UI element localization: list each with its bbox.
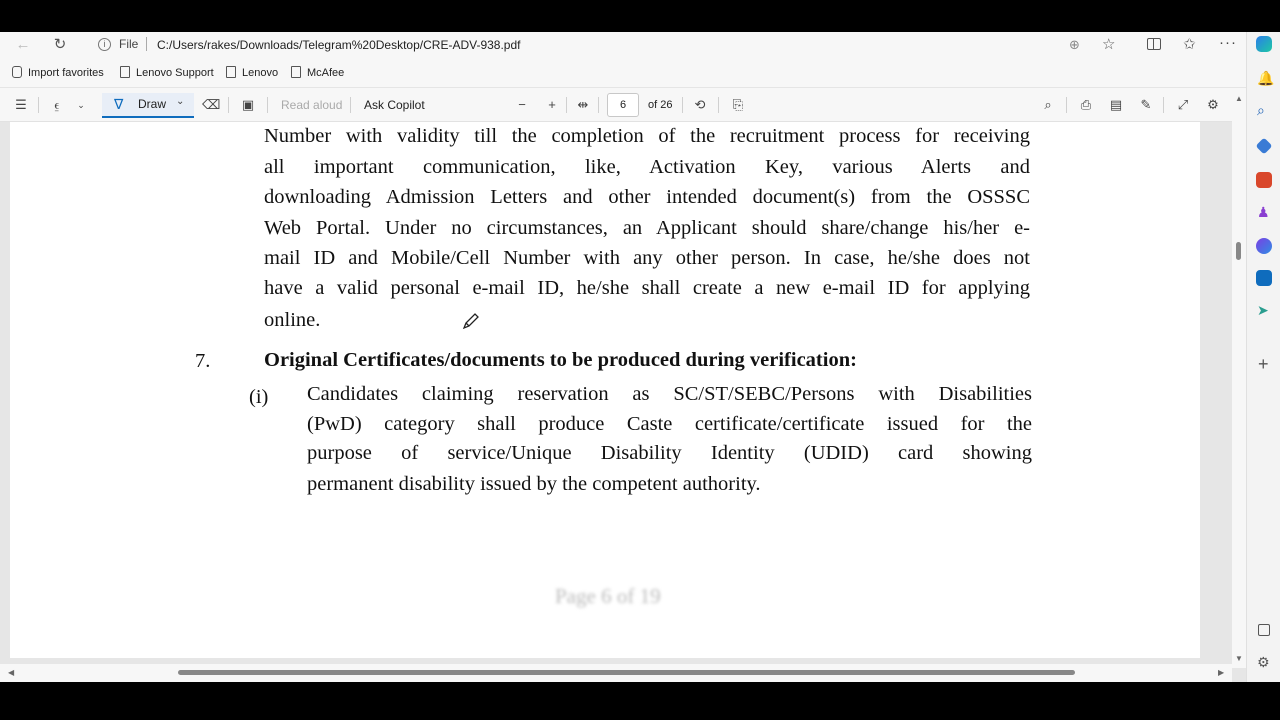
section-heading: Original Certificates/documents to be produced during verification: xyxy=(264,349,857,371)
divider xyxy=(1163,97,1164,113)
paragraph-line: have a valid personal e-mail ID, he/she shall create a new e-mail ID for applying xyxy=(264,277,1030,299)
tools-icon[interactable] xyxy=(1256,172,1272,188)
more-options-icon[interactable]: ··· xyxy=(1219,34,1237,51)
draw-button[interactable] xyxy=(102,93,194,118)
page-count-label: of 26 xyxy=(648,99,673,111)
divider xyxy=(566,97,567,113)
scroll-right-icon[interactable]: ▶ xyxy=(1218,668,1225,677)
paragraph-line: all important communication, like, Activation Key, various Alerts and xyxy=(264,156,1030,178)
text-box-icon[interactable]: ▣ xyxy=(241,97,255,112)
divider xyxy=(228,97,229,113)
save-as-icon[interactable]: ✎ xyxy=(1140,97,1152,112)
back-icon[interactable]: ← xyxy=(15,36,31,53)
sidebar-toggle-icon[interactable] xyxy=(1258,624,1270,636)
import-icon xyxy=(12,66,22,78)
divider xyxy=(1066,97,1067,113)
fav-label: McAfee xyxy=(307,67,345,79)
scroll-left-icon[interactable]: ◀ xyxy=(8,668,15,677)
settings-gear-icon[interactable]: ⚙ xyxy=(1207,97,1219,112)
horizontal-scroll-thumb[interactable] xyxy=(178,670,1075,675)
vertical-scroll-thumb[interactable] xyxy=(1236,242,1241,260)
protocol-label: File xyxy=(119,37,139,51)
divider xyxy=(146,37,147,51)
refresh-icon[interactable]: ↻ xyxy=(53,36,67,53)
split-screen-icon[interactable] xyxy=(1147,38,1161,50)
page-view-icon[interactable]: ⎘ xyxy=(732,97,744,112)
page-footer: Page 6 of 19 xyxy=(555,584,661,608)
divider xyxy=(598,97,599,113)
edge-sidebar xyxy=(1246,32,1280,682)
scroll-down-icon[interactable]: ▼ xyxy=(1235,654,1243,663)
chevron-down-icon: ⌄ xyxy=(176,96,185,107)
copilot-icon[interactable] xyxy=(1256,36,1272,52)
favorites-icon[interactable]: ✩ xyxy=(1183,36,1196,53)
list-item-label: (i) xyxy=(249,386,269,408)
page-icon xyxy=(291,66,301,78)
send-icon[interactable]: ➤ xyxy=(1257,302,1269,318)
list-item-line: purpose of service/Unique Disability Identity (UDID) card showing xyxy=(307,442,1032,464)
fav-label: Lenovo xyxy=(242,67,279,79)
highlight-icon[interactable]: ⍷ xyxy=(53,97,61,112)
url-text[interactable]: C:/Users/rakes/Downloads/Telegram%20Desktop/CRE-ADV-938.pdf xyxy=(157,38,521,52)
contents-icon[interactable]: ☰ xyxy=(15,97,27,112)
search-icon[interactable]: ⌕ xyxy=(1257,102,1265,118)
read-aloud-button[interactable]: Read aloud xyxy=(281,98,343,112)
document-viewport[interactable] xyxy=(0,122,1246,682)
save-icon[interactable]: ▤ xyxy=(1109,97,1123,112)
scroll-up-icon[interactable]: ▲ xyxy=(1235,94,1243,103)
fit-width-icon[interactable]: ⇹ xyxy=(577,97,589,112)
bell-icon[interactable]: 🔔 xyxy=(1257,70,1275,86)
page-icon xyxy=(226,66,236,78)
ask-copilot-button[interactable]: Ask Copilot xyxy=(364,98,425,112)
divider xyxy=(350,97,351,113)
favorite-star-icon[interactable]: ☆ xyxy=(1102,36,1116,53)
outlook-icon[interactable] xyxy=(1256,270,1272,286)
zoom-out-icon[interactable]: − xyxy=(518,97,526,112)
microsoft-365-icon[interactable] xyxy=(1256,238,1272,254)
fullscreen-icon[interactable]: ⤢ xyxy=(1177,97,1189,112)
fav-label: Import favorites xyxy=(28,67,104,79)
fav-lenovo[interactable] xyxy=(226,65,278,81)
paragraph-line: mail ID and Mobile/Cell Number with any other person. In case, he/she does not xyxy=(264,247,1030,269)
zoom-in-icon[interactable]: + xyxy=(548,97,556,112)
fav-label: Lenovo Support xyxy=(136,67,214,79)
add-icon[interactable]: + xyxy=(1258,354,1269,374)
pdf-page xyxy=(10,122,1200,658)
paragraph-line: Number with validity till the completion of the recruitment process for receiving xyxy=(264,125,1030,147)
vertical-scrollbar[interactable] xyxy=(1232,92,1246,668)
fav-mcafee[interactable] xyxy=(291,65,344,81)
games-icon[interactable]: ♟ xyxy=(1257,204,1270,220)
page-number-input[interactable]: 6 xyxy=(607,93,639,117)
divider xyxy=(682,97,683,113)
import-favorites-link[interactable] xyxy=(12,65,104,81)
rotate-icon[interactable]: ⟲ xyxy=(694,97,706,112)
pdf-toolbar xyxy=(0,88,1246,122)
draw-icon: ∇ xyxy=(114,96,124,112)
list-item-line: Candidates claiming reservation as SC/ST/SEBC/Persons with Disabilities xyxy=(307,383,1032,405)
divider xyxy=(38,97,39,113)
search-icon[interactable]: ⌕ xyxy=(1044,97,1052,112)
divider xyxy=(718,97,719,113)
horizontal-scrollbar[interactable] xyxy=(0,664,1232,682)
list-item-line: permanent disability issued by the competent authority. xyxy=(307,473,761,495)
shopping-tag-icon[interactable] xyxy=(1256,138,1273,155)
settings-gear-icon[interactable]: ⚙ xyxy=(1257,654,1270,670)
info-icon[interactable]: i xyxy=(98,38,111,51)
address-bar xyxy=(0,32,1246,58)
fav-lenovo-support[interactable] xyxy=(120,65,214,81)
highlight-chevron-icon[interactable]: ⌄ xyxy=(77,100,85,110)
paragraph-line: Web Portal. Under no circumstances, an Applicant should share/change his/her e- xyxy=(264,217,1030,239)
draw-label: Draw xyxy=(138,97,167,111)
divider xyxy=(267,97,268,113)
section-number: 7. xyxy=(195,350,211,372)
paragraph-line: downloading Admission Letters and other intended document(s) from the OSSSC xyxy=(264,186,1030,208)
print-icon[interactable]: ⎙ xyxy=(1080,97,1092,112)
zoom-icon[interactable]: ⊕ xyxy=(1069,37,1080,52)
page-icon xyxy=(120,66,130,78)
list-item-line: (PwD) category shall produce Caste certificate/certificate issued for the xyxy=(307,413,1032,435)
paragraph-line: online. xyxy=(264,309,321,331)
favorites-bar xyxy=(0,58,1246,88)
pen-cursor-icon xyxy=(460,310,482,332)
eraser-icon[interactable]: ⌫ xyxy=(202,97,221,112)
